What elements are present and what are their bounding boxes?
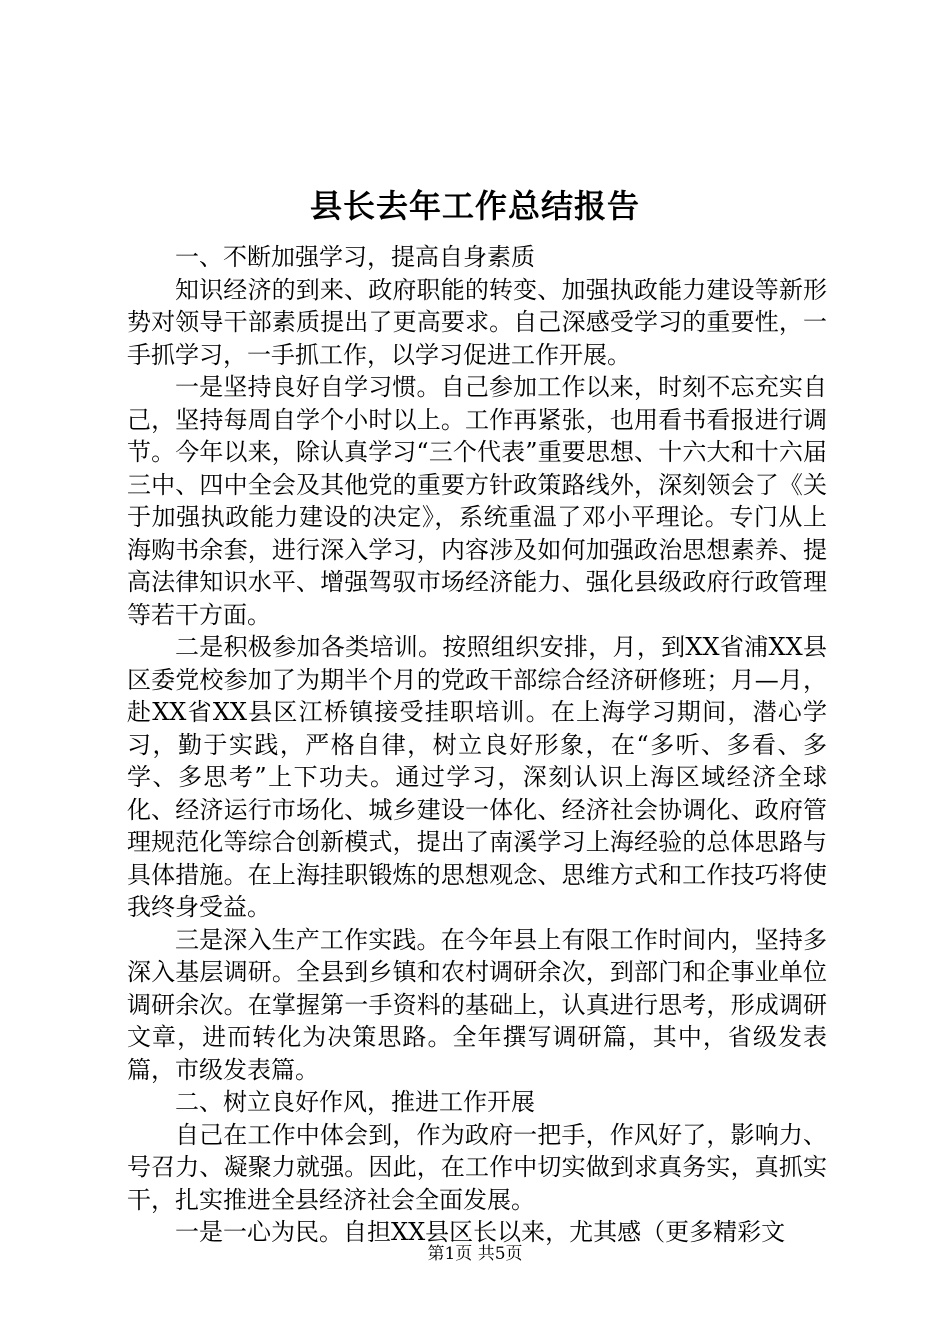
section-heading: 二、树立良好作风，推进工作开展 [175,1088,535,1116]
document-title: 县长去年工作总结报告 [309,187,640,225]
page-number-footer: 第1页 共5页 [427,1244,523,1264]
body-paragraph: 一是一心为民。自担XX县区长以来，尤其感（更多精彩文 [175,1218,786,1246]
body-paragraph: 知识经济的到来、政府职能的转变、加强执政能力建设等新形势对领导干部素质提出了更高要求。自己深感受学习的重要性，一手抓学习，一手抓工作，以学习促进工作开展。 [127,275,827,369]
body-paragraph: 一是坚持良好自学习惯。自己参加工作以来，时刻不忘充实自己，坚持每周自学个小时以上。工作再紧张，也用看书看报进行调节。今年以来，除认真学习“三个代表”重要思想、十六大和十六届三中、四中全会及其他党的重要方针政策路线外，深刻领会了《关于加强执政能力建设的决定》，系统重温了邓小平理论。专门从上海购书余套，进行深入学习，内容涉及如何加强政治思想素养、提高法律知识水平、增强驾驭市场经济能力、强化县级政府行政管理等若干方面。 [127,373,827,629]
body-paragraph: 自己在工作中体会到，作为政府一把手，作风好了，影响力、号召力、凝聚力就强。因此，在工作中切实做到求真务实，真抓实干，扎实推进全县经济社会全面发展。 [127,1120,827,1214]
section-heading: 一、不断加强学习，提高自身素质 [175,243,535,271]
document-body [127,241,827,1249]
body-paragraph: 三是深入生产工作实践。在今年县上有限工作时间内，坚持多深入基层调研。全县到乡镇和农村调研余次，到部门和企事业单位调研余次。在掌握第一手资料的基础上，认真进行思考，形成调研文章，进而转化为决策思路。全年撰写调研篇，其中，省级发表篇，市级发表篇。 [127,925,827,1084]
body-paragraph: 二是积极参加各类培训。按照组织安排，月，到XX省浦XX县区委党校参加了为期半个月的党政干部综合经济研修班；月—月，赴XX省XX县区江桥镇接受挂职培训。在上海学习期间，潜心学习，勤于实践，严格自律，树立良好形象，在“多听、多看、多学、多思考”上下功夫。通过学习，深刻认识上海区域经济全球化、经济运行市场化、城乡建设一体化、经济社会协调化、政府管理规范化等综合创新模式，提出了南溪学习上海经验的总体思路与具体措施。在上海挂职锻炼的思想观念、思维方式和工作技巧将使我终身受益。 [127,633,827,921]
